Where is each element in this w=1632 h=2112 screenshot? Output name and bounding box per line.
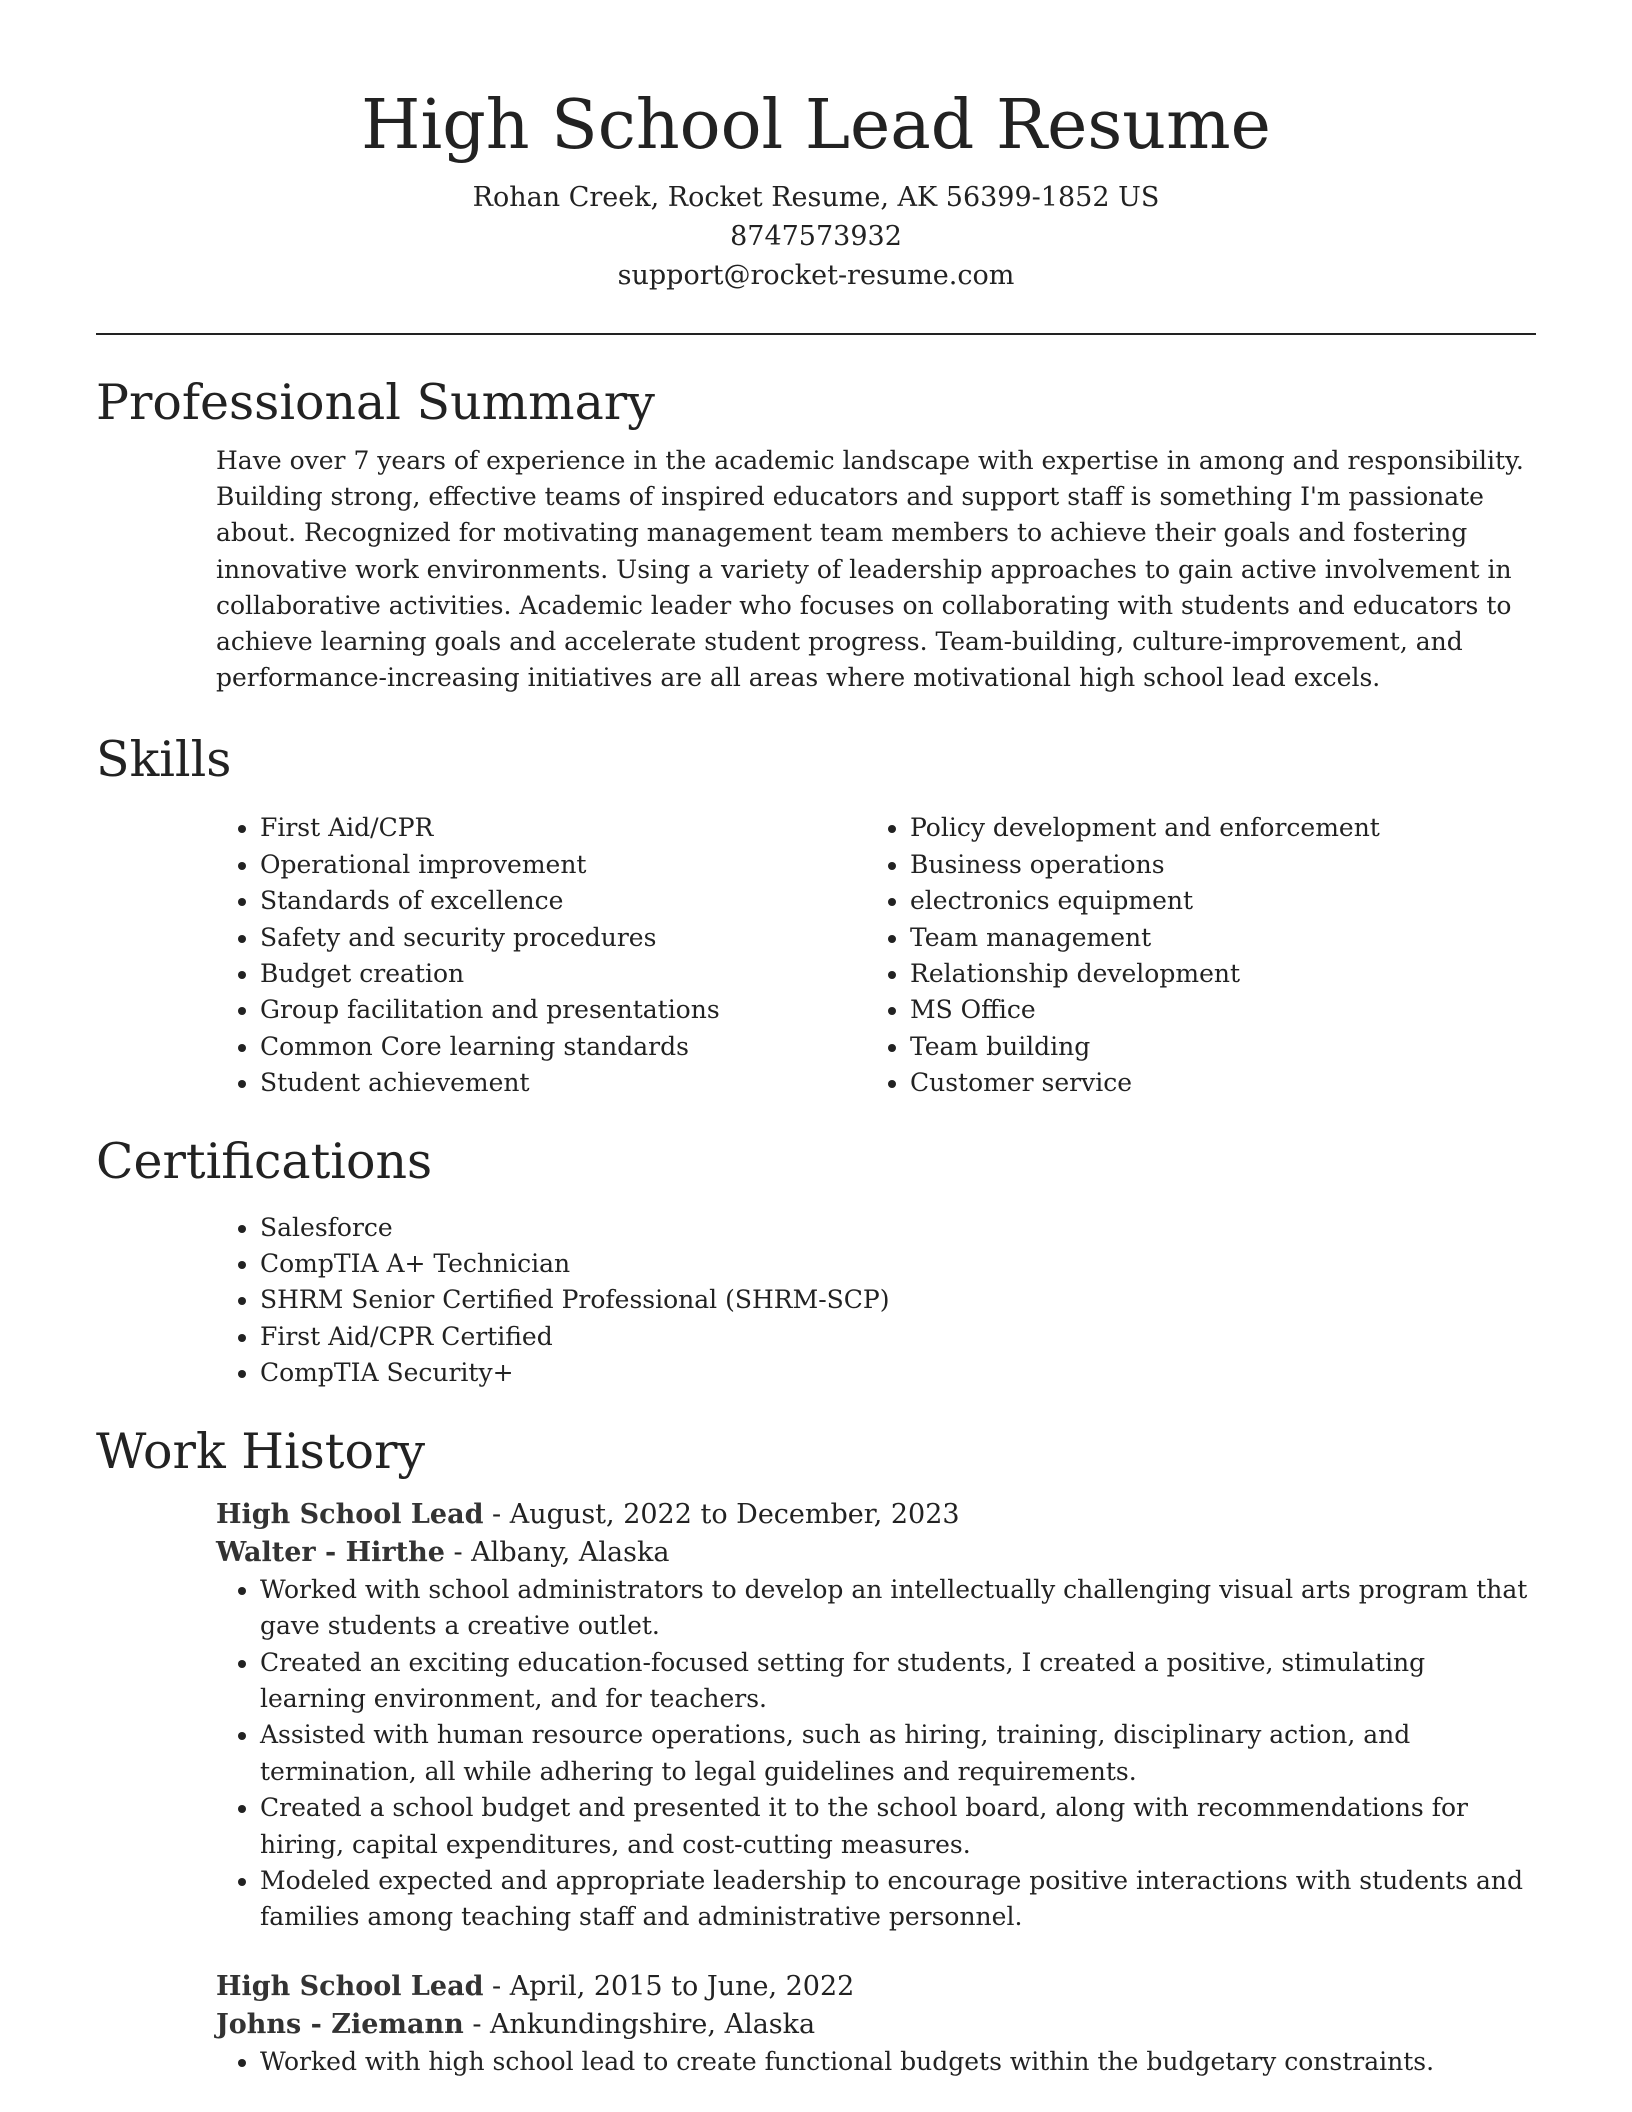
list-item: • Business operations [910, 847, 1486, 883]
job-dates: - August, 2022 to December, 2023 [483, 1498, 960, 1530]
list-item: • Common Core learning standards [260, 1029, 866, 1065]
list-item: • CompTIA A+ Technician [260, 1246, 1536, 1282]
job-location: - Ankundingshire, Alaska [463, 2008, 816, 2040]
list-item: • Customer service [910, 1065, 1486, 1101]
skills-grid [96, 810, 1536, 1101]
job-bullets [216, 2044, 1536, 2080]
list-item: • Salesforce [260, 1210, 1536, 1246]
job-role: High School Lead [216, 1498, 484, 1530]
list-item: • Safety and security procedures [260, 920, 866, 956]
summary-heading: Professional Summary [96, 374, 655, 431]
skills-list-left [216, 810, 866, 1101]
list-item: • Created an exciting education-focused setting for students, I created a positive, stimulating learning environment, and for teachers. [260, 1645, 1536, 1718]
skills-list-right [866, 810, 1486, 1101]
work-history-heading: Work History [96, 1422, 426, 1480]
certifications-heading: Certifications [96, 1132, 433, 1190]
job-company: Johns - Ziemann [216, 2008, 464, 2040]
list-item: • CompTIA Security+ [260, 1355, 1536, 1391]
certifications-list [216, 1210, 1536, 1392]
list-item: • Team building [910, 1029, 1486, 1065]
list-item: • SHRM Senior Certified Professional (SHRM-SCP) [260, 1282, 1536, 1318]
list-item: • Assisted with human resource operations, such as hiring, training, disciplinary action, and termination, all while adhering to legal guidelines and requirements. [260, 1717, 1536, 1790]
job-location: - Albany, Alaska [444, 1536, 670, 1568]
job-company-line [216, 1534, 1536, 1572]
contact-phone: 8747573932 [730, 221, 902, 252]
skills-column-right [866, 810, 1486, 1101]
contact-email: support@rocket-resume.com [617, 260, 1015, 291]
list-item: • Worked with school administrators to develop an intellectually challenging visual arts program that gave students a creative outlet. [260, 1572, 1536, 1645]
contact-info [96, 178, 1536, 295]
list-item: • Student achievement [260, 1065, 866, 1101]
list-item: • Policy development and enforcement [910, 810, 1486, 846]
skills-heading: Skills [96, 731, 232, 789]
job-dates: - April, 2015 to June, 2022 [483, 1970, 855, 2002]
resume-header [96, 0, 1536, 295]
list-item: • First Aid/CPR Certified [260, 1319, 1536, 1355]
job-bullets [216, 1572, 1536, 1936]
list-item: • MS Office [910, 992, 1486, 1028]
job-company-line [216, 2006, 1536, 2044]
list-item: • Created a school budget and presented it to the school board, along with recommendations for hiring, capital expenditures, and cost-cutting measures. [260, 1790, 1536, 1863]
list-item: • Relationship development [910, 956, 1486, 992]
job-company: Walter - Hirthe [216, 1536, 445, 1568]
job-role: High School Lead [216, 1970, 484, 2002]
summary-text: Have over 7 years of experience in the academic landscape with expertise in among and responsibility. Building strong, effective teams of inspired educators and support staff is something I'm passionate about. Recognized for motivating management team members to achieve their goals and fostering innovative work environments. Using a variety of leadership approaches to gain active involvement in collaborative activities. Academic leader who focuses on collaborating with students and educators to achieve learning goals and accelerate student progress. Team-building, culture-improvement, and performance-increasing initiatives are all areas where motivational high school lead excels. [216, 446, 1524, 693]
list-item: • Modeled expected and appropriate leadership to encourage positive interactions with students and families among teaching staff and administrative personnel. [260, 1863, 1536, 1936]
certifications-section [96, 1132, 1536, 1392]
job-entry [96, 1496, 1536, 1936]
list-item: • Worked with high school lead to create functional budgets within the budgetary constraints. [260, 2044, 1536, 2080]
job-entry [96, 1968, 1536, 2080]
contact-address: Rohan Creek, Rocket Resume, AK 56399-1852 US [472, 182, 1160, 213]
list-item: • electronics equipment [910, 883, 1486, 919]
skills-section [96, 730, 1536, 1101]
summary-section [96, 373, 1536, 696]
work-history-section [96, 1422, 1536, 2080]
job-title-line [216, 1496, 1536, 1534]
list-item: • Budget creation [260, 956, 866, 992]
list-item: • Standards of excellence [260, 883, 866, 919]
list-item: • First Aid/CPR [260, 810, 866, 846]
list-item: • Team management [910, 920, 1486, 956]
list-item: • Operational improvement [260, 847, 866, 883]
skills-column-left [216, 810, 866, 1101]
resume-title: High School Lead Resume [361, 86, 1271, 165]
list-item: • Group facilitation and presentations [260, 992, 866, 1028]
header-divider [96, 333, 1536, 335]
job-title-line [216, 1968, 1536, 2006]
